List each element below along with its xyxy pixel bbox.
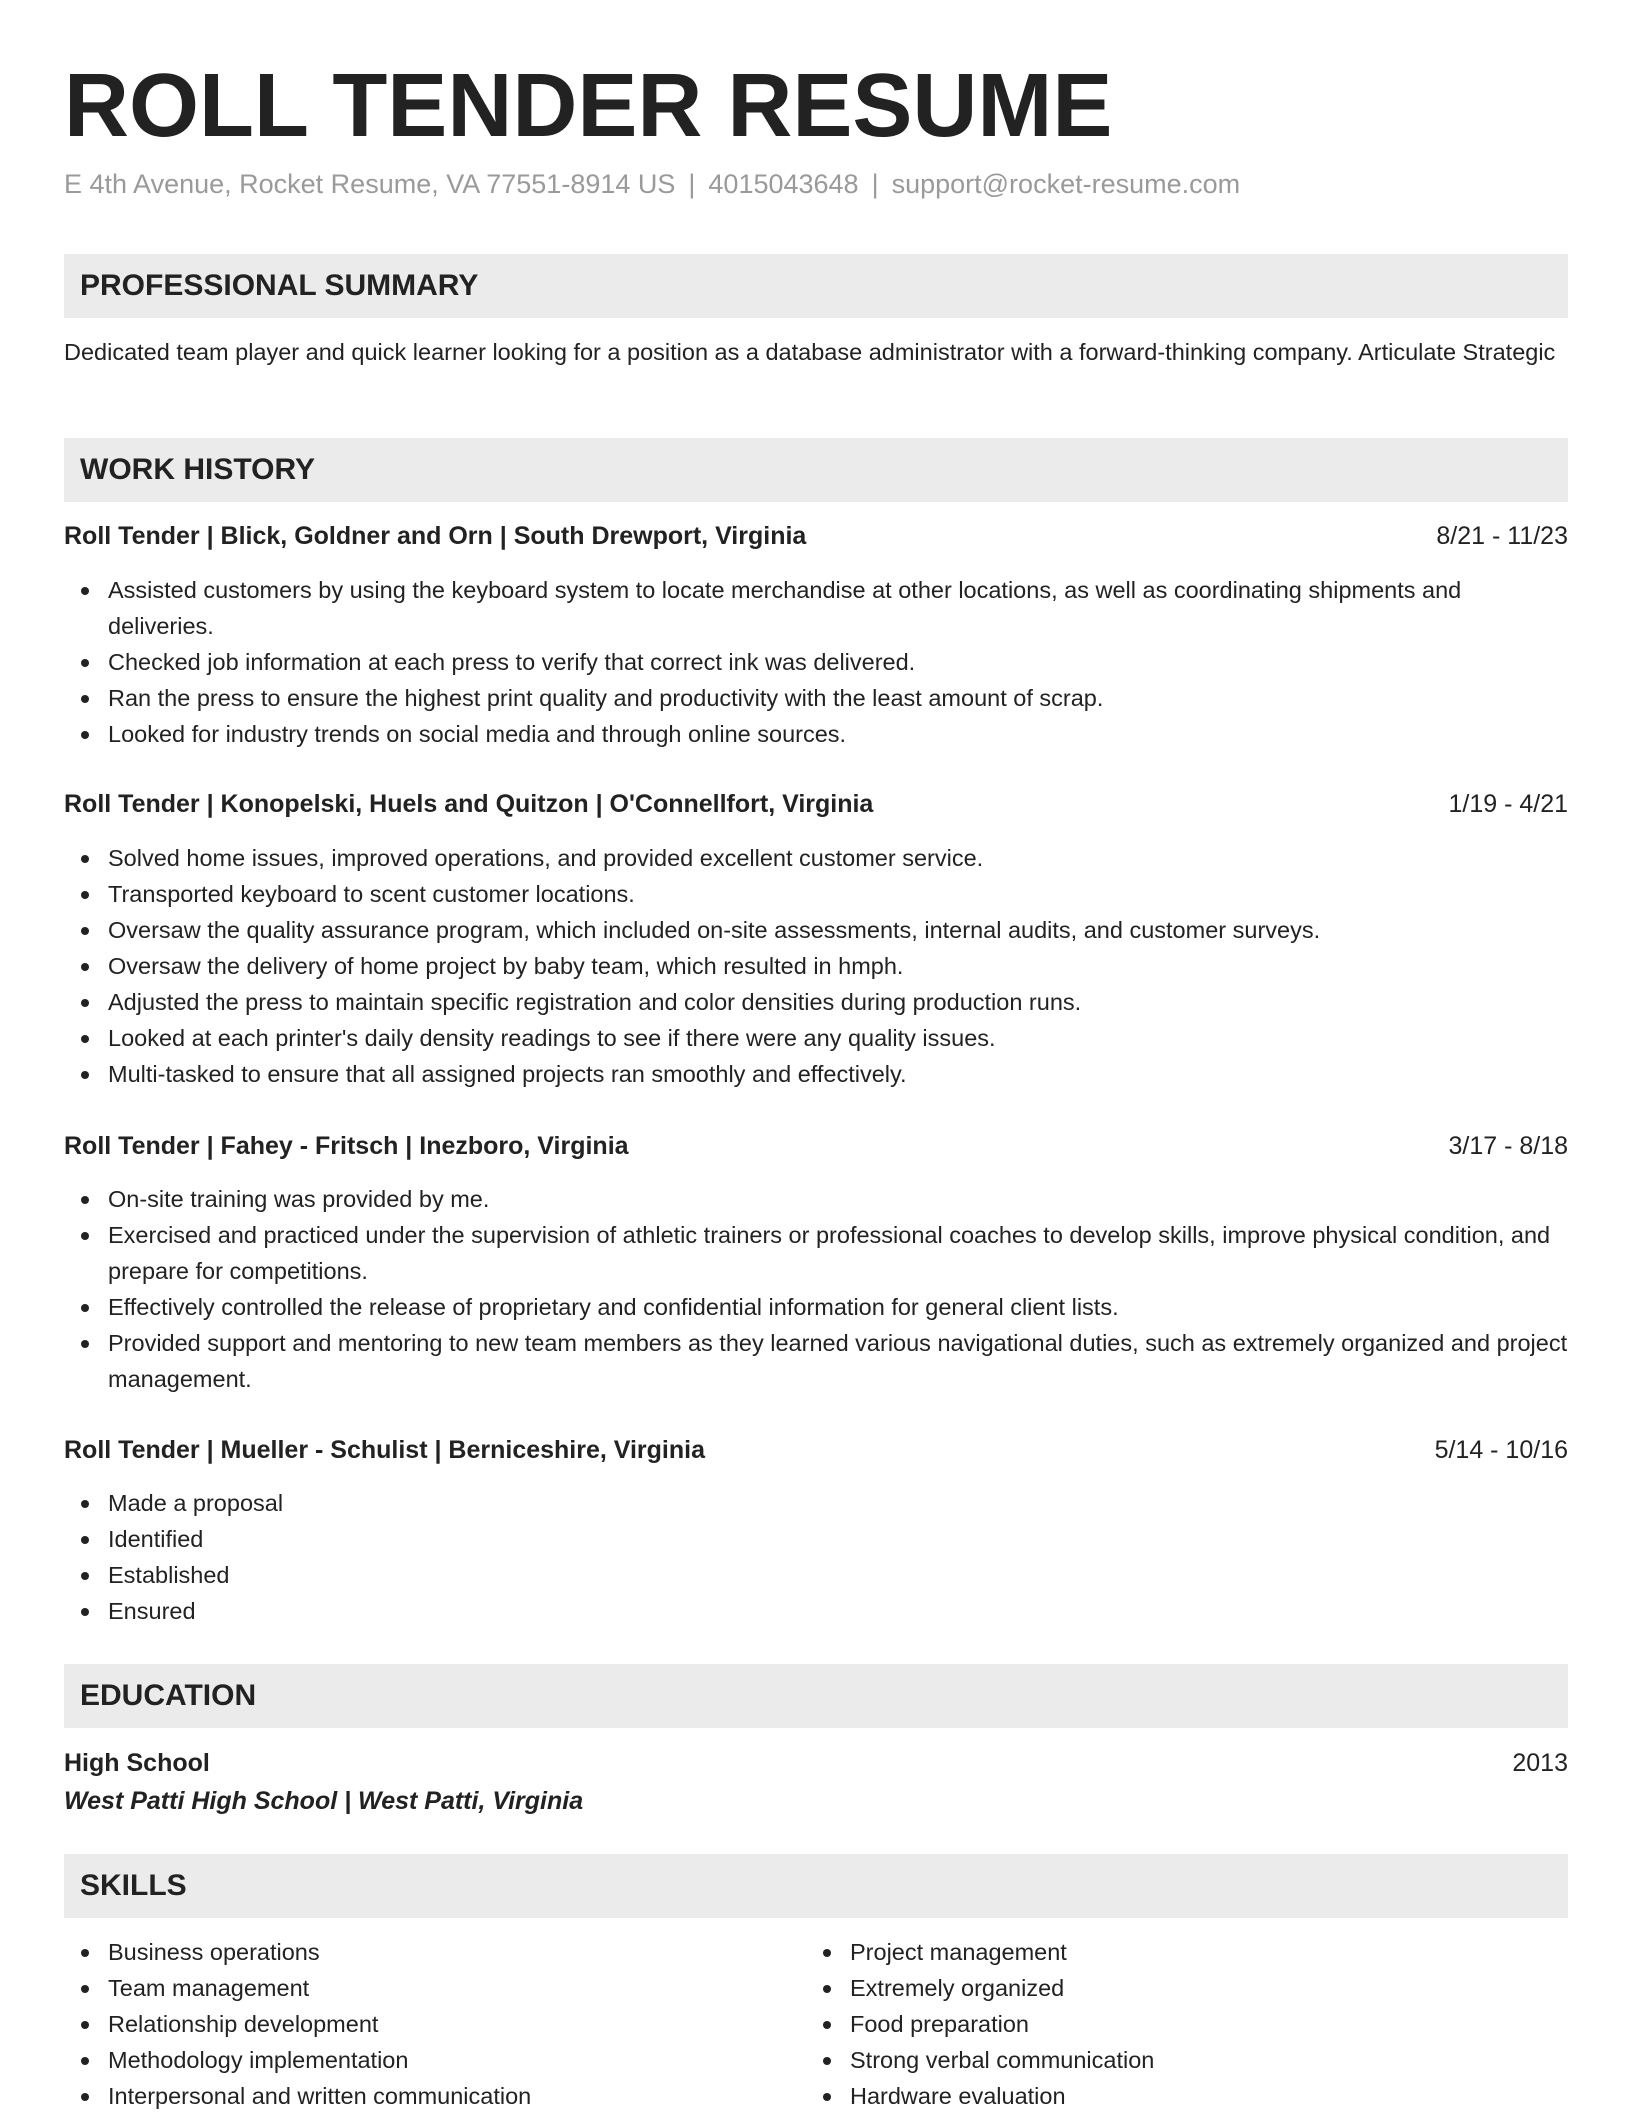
list-item: Looked at each printer's daily density readings to see if there were any quality issues.: [64, 1020, 1568, 1056]
education-heading-text: EDUCATION: [80, 1679, 257, 1712]
list-item: Oversaw the quality assurance program, which included on-site assessments, internal audits, and customer surveys.: [64, 912, 1568, 948]
list-item: Assisted customers by using the keyboard system to locate merchandise at other locations, as well as coordinating shipments and deliveries.: [64, 572, 1568, 644]
resume-title: ROLL TENDER RESUME: [64, 56, 1113, 156]
summary-text: Dedicated team player and quick learner looking for a position as a database administrator with a forward-thinking company. Articulate Strategic: [64, 339, 1556, 365]
job-title: Roll Tender | Konopelski, Huels and Quitzon | O'Connellfort, Virginia: [64, 790, 874, 818]
list-item: Checked job information at each press to verify that correct ink was delivered.: [64, 644, 1568, 680]
skills-list-right: [806, 1934, 1506, 2114]
list-item: Effectively controlled the release of proprietary and confidential information for general client lists.: [64, 1289, 1568, 1325]
email: support@rocket-resume.com: [891, 169, 1241, 199]
job-duties-list: [64, 1181, 1568, 1397]
summary-heading-text: PROFESSIONAL SUMMARY: [80, 269, 479, 302]
graduation-year: 2013: [1512, 1749, 1568, 1777]
education-header: [64, 1745, 1568, 1781]
list-item: Established: [64, 1557, 1568, 1593]
list-item: Provided support and mentoring to new team members as they learned various navigational duties, such as extremely organized and project management.: [64, 1325, 1568, 1397]
contact-line: [64, 166, 1240, 202]
degree: High School: [64, 1749, 210, 1777]
list-item: Ensured: [64, 1593, 1568, 1629]
job-header: [64, 786, 1568, 822]
list-item: Food preparation: [806, 2006, 1506, 2042]
list-item: On-site training was provided by me.: [64, 1181, 1568, 1217]
job-header: [64, 518, 1568, 554]
work-history-heading-text: WORK HISTORY: [80, 453, 316, 486]
phone: 4015043648: [708, 169, 859, 199]
skills-list-left: [64, 1934, 764, 2114]
list-item: Relationship development: [64, 2006, 764, 2042]
job-dates: 5/14 - 10/16: [1434, 1436, 1568, 1464]
job-header: [64, 1432, 1568, 1468]
list-item: Extremely organized: [806, 1970, 1506, 2006]
list-item: Adjusted the press to maintain specific registration and color densities during production runs.: [64, 984, 1568, 1020]
list-item: Made a proposal: [64, 1485, 1568, 1521]
list-item: Multi-tasked to ensure that all assigned projects ran smoothly and effectively.: [64, 1056, 1568, 1092]
list-item: Business operations: [64, 1934, 764, 1970]
job-dates: 8/21 - 11/23: [1436, 522, 1568, 550]
list-item: Exercised and practiced under the supervision of athletic trainers or professional coaches to develop skills, improve physical condition, and prepare for competitions.: [64, 1217, 1568, 1289]
contact-separator: |: [871, 169, 879, 199]
school-name: West Patti High School | West Patti, Virginia: [64, 1787, 584, 1815]
job-dates: 3/17 - 8/18: [1448, 1132, 1568, 1160]
job-duties-list: [64, 840, 1568, 1092]
skills-heading-text: SKILLS: [80, 1869, 187, 1902]
job-duties-list: [64, 1485, 1568, 1629]
list-item: Team management: [64, 1970, 764, 2006]
list-item: Oversaw the delivery of home project by baby team, which resulted in hmph.: [64, 948, 1568, 984]
contact-separator: |: [688, 169, 696, 199]
job-duties-list: [64, 572, 1568, 752]
list-item: Interpersonal and written communication: [64, 2078, 764, 2114]
address: E 4th Avenue, Rocket Resume, VA 77551-8914 US: [64, 169, 676, 199]
list-item: Solved home issues, improved operations, and provided excellent customer service.: [64, 840, 1568, 876]
summary-section-heading: [64, 254, 1568, 318]
list-item: Looked for industry trends on social media and through online sources.: [64, 716, 1568, 752]
list-item: Ran the press to ensure the highest print quality and productivity with the least amount of scrap.: [64, 680, 1568, 716]
job-title: Roll Tender | Blick, Goldner and Orn | South Drewport, Virginia: [64, 522, 807, 550]
job-dates: 1/19 - 4/21: [1448, 790, 1568, 818]
list-item: Identified: [64, 1521, 1568, 1557]
skills-section-heading: [64, 1854, 1568, 1918]
job-title: Roll Tender | Fahey - Fritsch | Inezboro, Virginia: [64, 1132, 629, 1160]
list-item: Strong verbal communication: [806, 2042, 1506, 2078]
list-item: Hardware evaluation: [806, 2078, 1506, 2114]
list-item: Methodology implementation: [64, 2042, 764, 2078]
job-header: [64, 1128, 1568, 1164]
list-item: Transported keyboard to scent customer locations.: [64, 876, 1568, 912]
education-section-heading: [64, 1664, 1568, 1728]
list-item: Project management: [806, 1934, 1506, 1970]
job-title: Roll Tender | Mueller - Schulist | Berniceshire, Virginia: [64, 1436, 706, 1464]
work-history-section-heading: [64, 438, 1568, 502]
